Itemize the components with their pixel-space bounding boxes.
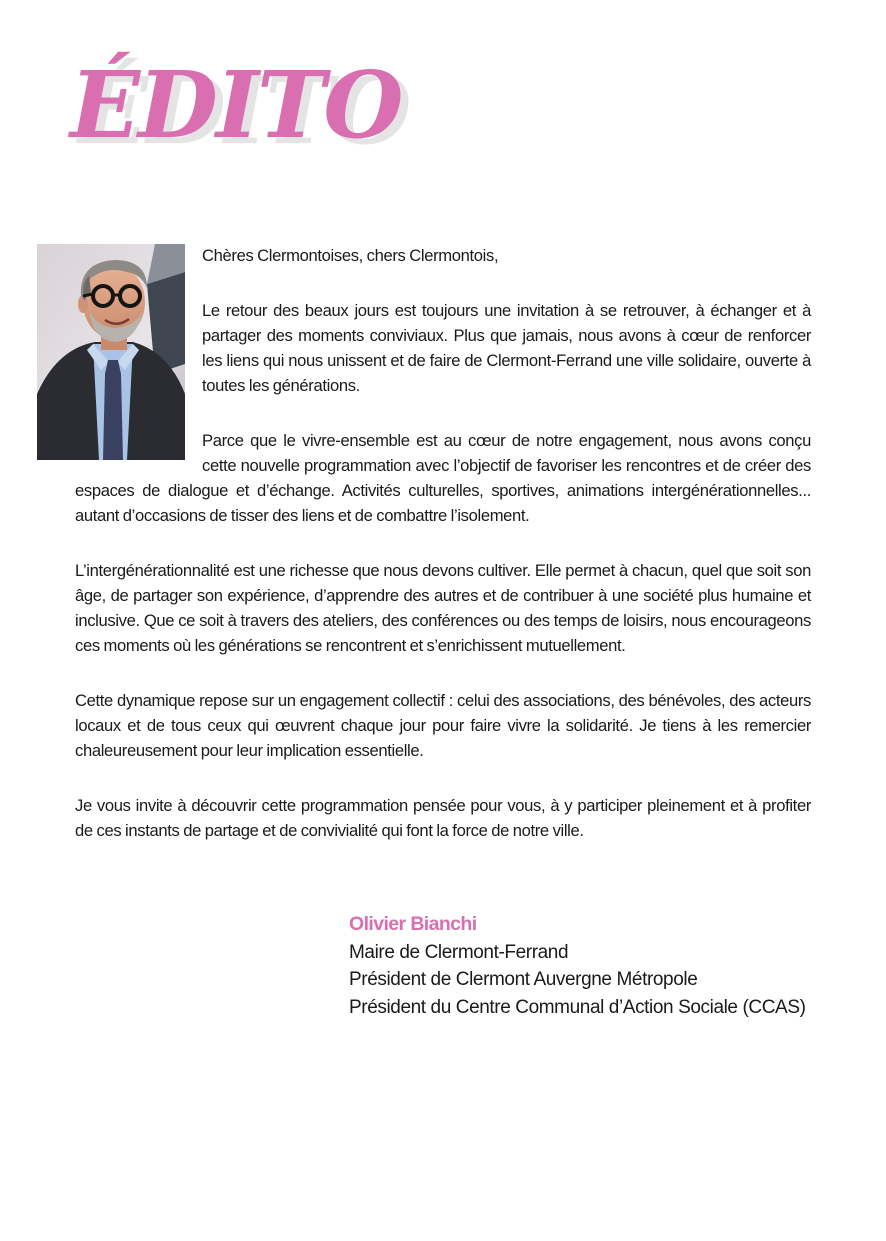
- paragraph: L’intergénérationnalité est une richesse que nous devons cultiver. Elle permet à chacun, quel que soit son âge, de partager son expérience, d’apprendre des autres et de contribuer à une société plus humaine et inclusive. Que ce soit à travers des ateliers, des conférences ou des temps de loisirs, nous encourageons ces moments où les générations se rencontrent et s’enrichissent mutuellement.: [75, 561, 811, 655]
- signature-block: [349, 911, 819, 1021]
- title-block: [70, 50, 490, 170]
- signatory-title: Maire de Clermont-Ferrand: [349, 941, 569, 963]
- paragraph: Le retour des beaux jours est toujours une invitation à se retrouver, à échanger et à partager des moments conviviaux. Plus que jamais, nous avons à cœur de renforcer les liens qui nous unissent et de faire de Clermont-Ferrand une ville solidaire, ouverte à toutes les générations.: [202, 301, 811, 395]
- paragraph: Je vous invite à découvrir cette programmation pensée pour vous, à y participer pleinement et à profiter de ces instants de partage et de convivialité qui font la force de notre ville.: [75, 796, 811, 840]
- letter-body: [75, 243, 811, 873]
- greeting: Chères Clermontoises, chers Clermontois,: [202, 246, 499, 265]
- paragraph: Parce que le vivre-ensemble est au cœur de notre engagement, nous avons conçu cette nouvelle programmation avec l’objectif de favoriser les rencontres et de créer des espaces de dialogue et d’échange. Activités culturelles, sportives, animations intergénérationnelles... autant d’occasions de tisser des liens et de combattre l’isolement.: [75, 431, 811, 525]
- page-title: ÉDITO: [70, 51, 402, 159]
- signatory-title: Président de Clermont Auvergne Métropole: [349, 969, 698, 990]
- portrait-spacer: [75, 243, 202, 465]
- paragraph: Cette dynamique repose sur un engagement collectif : celui des associations, des bénévoles, des acteurs locaux et de tous ceux qui œuvrent chaque jour pour faire vivre la solidarité. Je tiens à les remercier chaleureusement pour leur implication essentielle.: [75, 691, 811, 760]
- signatory-name: Olivier Bianchi: [349, 913, 477, 935]
- signatory-title: Président du Centre Communal d’Action Sociale (CCAS): [349, 996, 806, 1018]
